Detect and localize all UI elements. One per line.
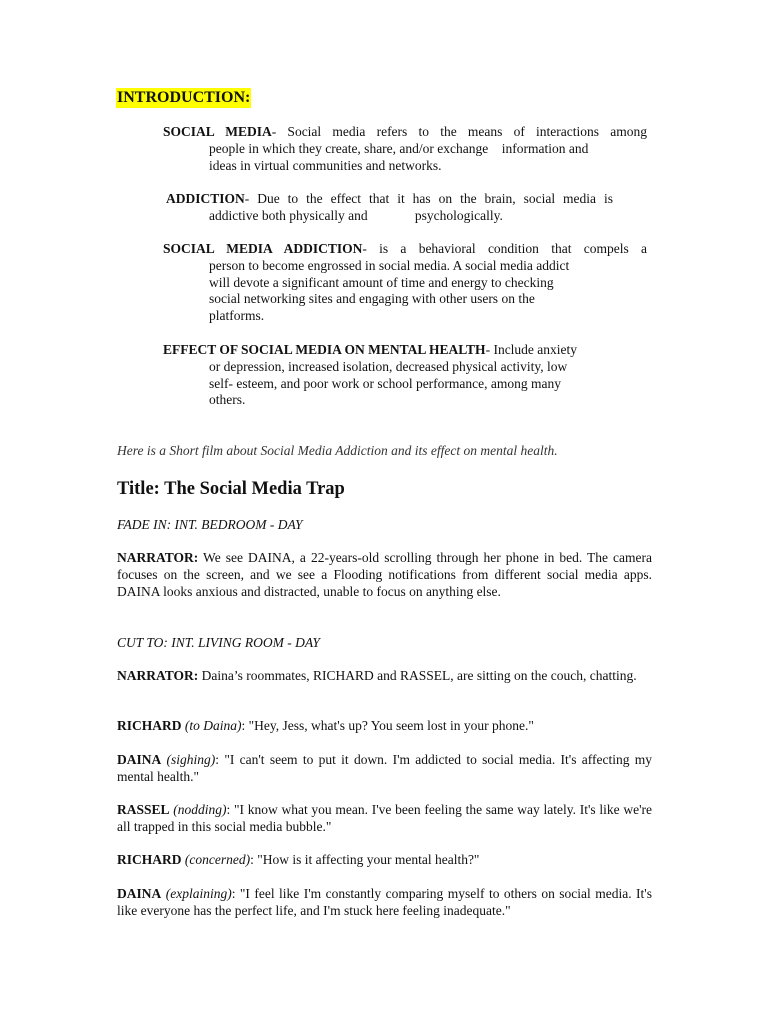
speaker-name: NARRATOR: (117, 668, 199, 683)
definition-line: person to become engrossed in social media. A social media addict (209, 257, 570, 273)
film-title: Title: The Social Media Trap (117, 479, 345, 499)
dialogue-text: : "I feel like I'm constantly comparing myself to others on social media. It's like everyone has the perfect life, and I'm stuck here feeling inadequate." (117, 886, 652, 918)
scene-cue: CUT TO: INT. LIVING ROOM - DAY (117, 635, 320, 650)
dialogue-text: : "Hey, Jess, what's up? You seem lost in your phone." (241, 718, 534, 733)
definition-line: self- esteem, and poor work or school performance, among many (209, 375, 562, 391)
dialogue-text: We see DAINA, a 22-years-old scrolling through her phone in bed. The camera focuses on the screen, and we see a Flooding notifications from different social media apps. DAINA looks anxious and distracted, unable to focus on anything else. (117, 550, 652, 599)
dialogue-text: : "I know what you mean. I've been feeling the same way lately. It's like we're all trapped in this social media bubble." (117, 802, 652, 834)
definition-term: ADDICTION (166, 191, 245, 206)
parenthetical: (sighing) (161, 752, 216, 767)
definition-social-media (163, 124, 647, 174)
introduction-heading: INTRODUCTION: (117, 89, 251, 106)
script-line-rassel (117, 801, 652, 835)
definition-line: ideas in virtual communities and networks. (209, 157, 442, 173)
definition-line: will devote a significant amount of time and energy to checking (209, 274, 554, 290)
speaker-name: DAINA (117, 886, 162, 901)
script-line-daina (117, 751, 652, 785)
definition-text: - Include anxiety (485, 342, 578, 357)
definition-first-line (163, 124, 647, 141)
speaker-name: DAINA (117, 752, 162, 767)
definition-first-line (163, 241, 647, 258)
definition-first-line (166, 191, 613, 208)
definition-first-line (163, 342, 647, 359)
definition-line: others. (209, 392, 246, 408)
introduction-note: Here is a Short film about Social Media Addiction and its effect on mental health. (117, 443, 558, 458)
parenthetical: (nodding) (169, 802, 227, 817)
definition-text: - is a behavioral condition that compels a (362, 241, 647, 256)
speaker-name: RICHARD (117, 852, 182, 867)
parenthetical: (to Daina) (181, 718, 242, 733)
definition-addiction (166, 191, 613, 225)
script-line-daina (117, 885, 652, 919)
definition-term: SOCIAL MEDIA ADDICTION (163, 241, 363, 256)
definition-line: people in which they create, share, and/or exchange information and (209, 140, 589, 156)
definition-social-media-addiction (163, 241, 647, 325)
definition-term: EFFECT OF SOCIAL MEDIA ON MENTAL HEALTH (163, 342, 486, 357)
script-line-narrator (117, 667, 652, 684)
dialogue-text: : "How is it affecting your mental health?" (250, 852, 480, 867)
script-line-narrator (117, 549, 652, 600)
definition-line: addictive both physically and psychologically. (209, 207, 503, 223)
definition-line: platforms. (209, 308, 265, 324)
dialogue-text: Daina’s roommates, RICHARD and RASSEL, are sitting on the couch, chatting. (198, 668, 637, 683)
parenthetical: (concerned) (181, 852, 251, 867)
definition-line: social networking sites and engaging with other users on the (209, 291, 535, 307)
speaker-name: RICHARD (117, 718, 182, 733)
definition-line: or depression, increased isolation, decreased physical activity, low (209, 358, 568, 374)
definition-text: - Due to the effect that it has on the brain, social media is (244, 191, 613, 206)
speaker-name: RASSEL (117, 802, 170, 817)
definition-effect-on-mental-health (163, 342, 647, 409)
scene-cue: FADE IN: INT. BEDROOM - DAY (117, 517, 303, 532)
script-line-richard (117, 851, 652, 868)
parenthetical: (explaining) (161, 886, 232, 901)
script-line-richard (117, 717, 652, 734)
dialogue-text: : "I can't seem to put it down. I'm addicted to social media. It's affecting my mental health." (117, 752, 652, 784)
speaker-name: NARRATOR: (117, 550, 199, 565)
definition-term: SOCIAL MEDIA (163, 124, 272, 139)
definition-text: - Social media refers to the means of interactions among (271, 124, 647, 139)
